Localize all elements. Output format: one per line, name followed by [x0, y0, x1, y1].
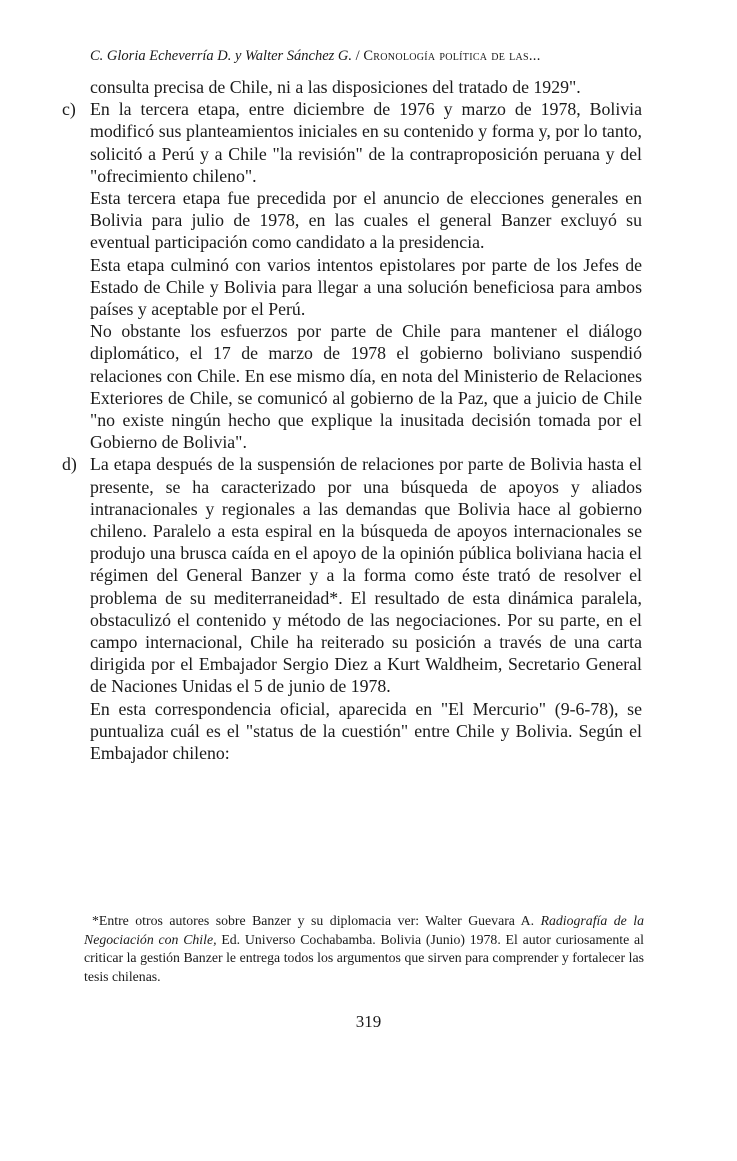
page-number: 319 [355, 1012, 382, 1031]
running-head-authors: C. Gloria Echeverría D. y Walter Sánchez G. [90, 48, 353, 64]
footnote-text-after: Ed. Universo Cochabamba. Bolivia (Junio) 1978. El autor curiosamente al criticar la gestión Banzer le entrega todos los argumentos que sirven para comprender y fortalecer las tesis chilenas. [84, 931, 644, 984]
item-marker-d: d) [62, 454, 77, 475]
footnote-text [84, 912, 644, 986]
paragraph: No obstante los esfuerzos por parte de Chile para mantener el diálogo diplomático, el 17 de marzo de 1978 el gobierno boliviano suspendió relaciones con Chile. En ese mismo día, en nota del Ministerio de Relaciones Exteriores de Chile, se comunicó al gobierno de la Paz, que a juicio de Chile "no existe ningún hecho que explique la inusitada decisión tomada por el Gobierno de Bolivia". [90, 321, 642, 453]
footnote-book-title: Radiografía de la Negociación con Chile, [84, 913, 645, 947]
list-item-c [62, 98, 642, 453]
running-head-separator: / [352, 48, 364, 64]
running-head-title: Cronología política de las... [363, 48, 541, 64]
paragraph: Esta tercera etapa fue precedida por el anuncio de elecciones generales en Bolivia para julio de 1978, en las cuales el general Banzer excluyó su eventual participación como candidato a la presidencia. [90, 188, 642, 253]
paragraph: La etapa después de la suspensión de relaciones por parte de Bolivia hasta el presente, se ha caracterizado por una búsqueda de apoyos y aliados intranacionales y regionales a las demandas que Bolivia hace al gobierno chileno. Paralelo a esta espiral en la búsqueda de apoyos internacionales se produjo una brusca caída en el apoyo de la opinión pública boliviana hacia el régimen del General Banzer y a la forma como éste trató de resolver el problema de su mediterraneidad*. El resultado de esta dinámica paralela, obstaculizó el contenido y método de las negociaciones. Por su parte, en el campo internacional, Chile ha reiterado su posición a través de una carta dirigida por el Embajador Sergio Diez a Kurt Waldheim, Secretario General de Naciones Unidas el 5 de junio de 1978. [90, 454, 642, 697]
continuation-paragraph: consulta precisa de Chile, ni a las disposiciones del tratado de 1929". [90, 77, 581, 97]
footnote-text-before: Entre otros autores sobre Banzer y su diplomacia ver: Walter Guevara A. [98, 913, 541, 928]
paragraph: Esta etapa culminó con varios intentos epistolares por parte de los Jefes de Estado de Chile y Bolivia para llegar a una solución beneficiosa para ambos países y aceptable por el Perú. [90, 254, 642, 320]
item-marker-c: c) [62, 99, 76, 120]
paragraph: En esta correspondencia oficial, aparecida en "El Mercurio" (9-6-78), se puntualiza cuál es el "status de la cuestión" entre Chile y Bolivia. Según el Embajador chileno: [90, 698, 642, 764]
body-text [62, 76, 642, 764]
paragraph: En la tercera etapa, entre diciembre de 1976 y marzo de 1978, Bolivia modificó sus planteamientos iniciales en su contenido y forma y, por lo tanto, solicitó a Perú y a Chile "la revisión" de la contraproposición peruana y del "ofrecimiento chileno". [90, 99, 642, 186]
footnote-marker: * [92, 913, 99, 928]
running-head [90, 48, 650, 65]
footnote [84, 912, 644, 986]
list-item-d [62, 453, 642, 764]
